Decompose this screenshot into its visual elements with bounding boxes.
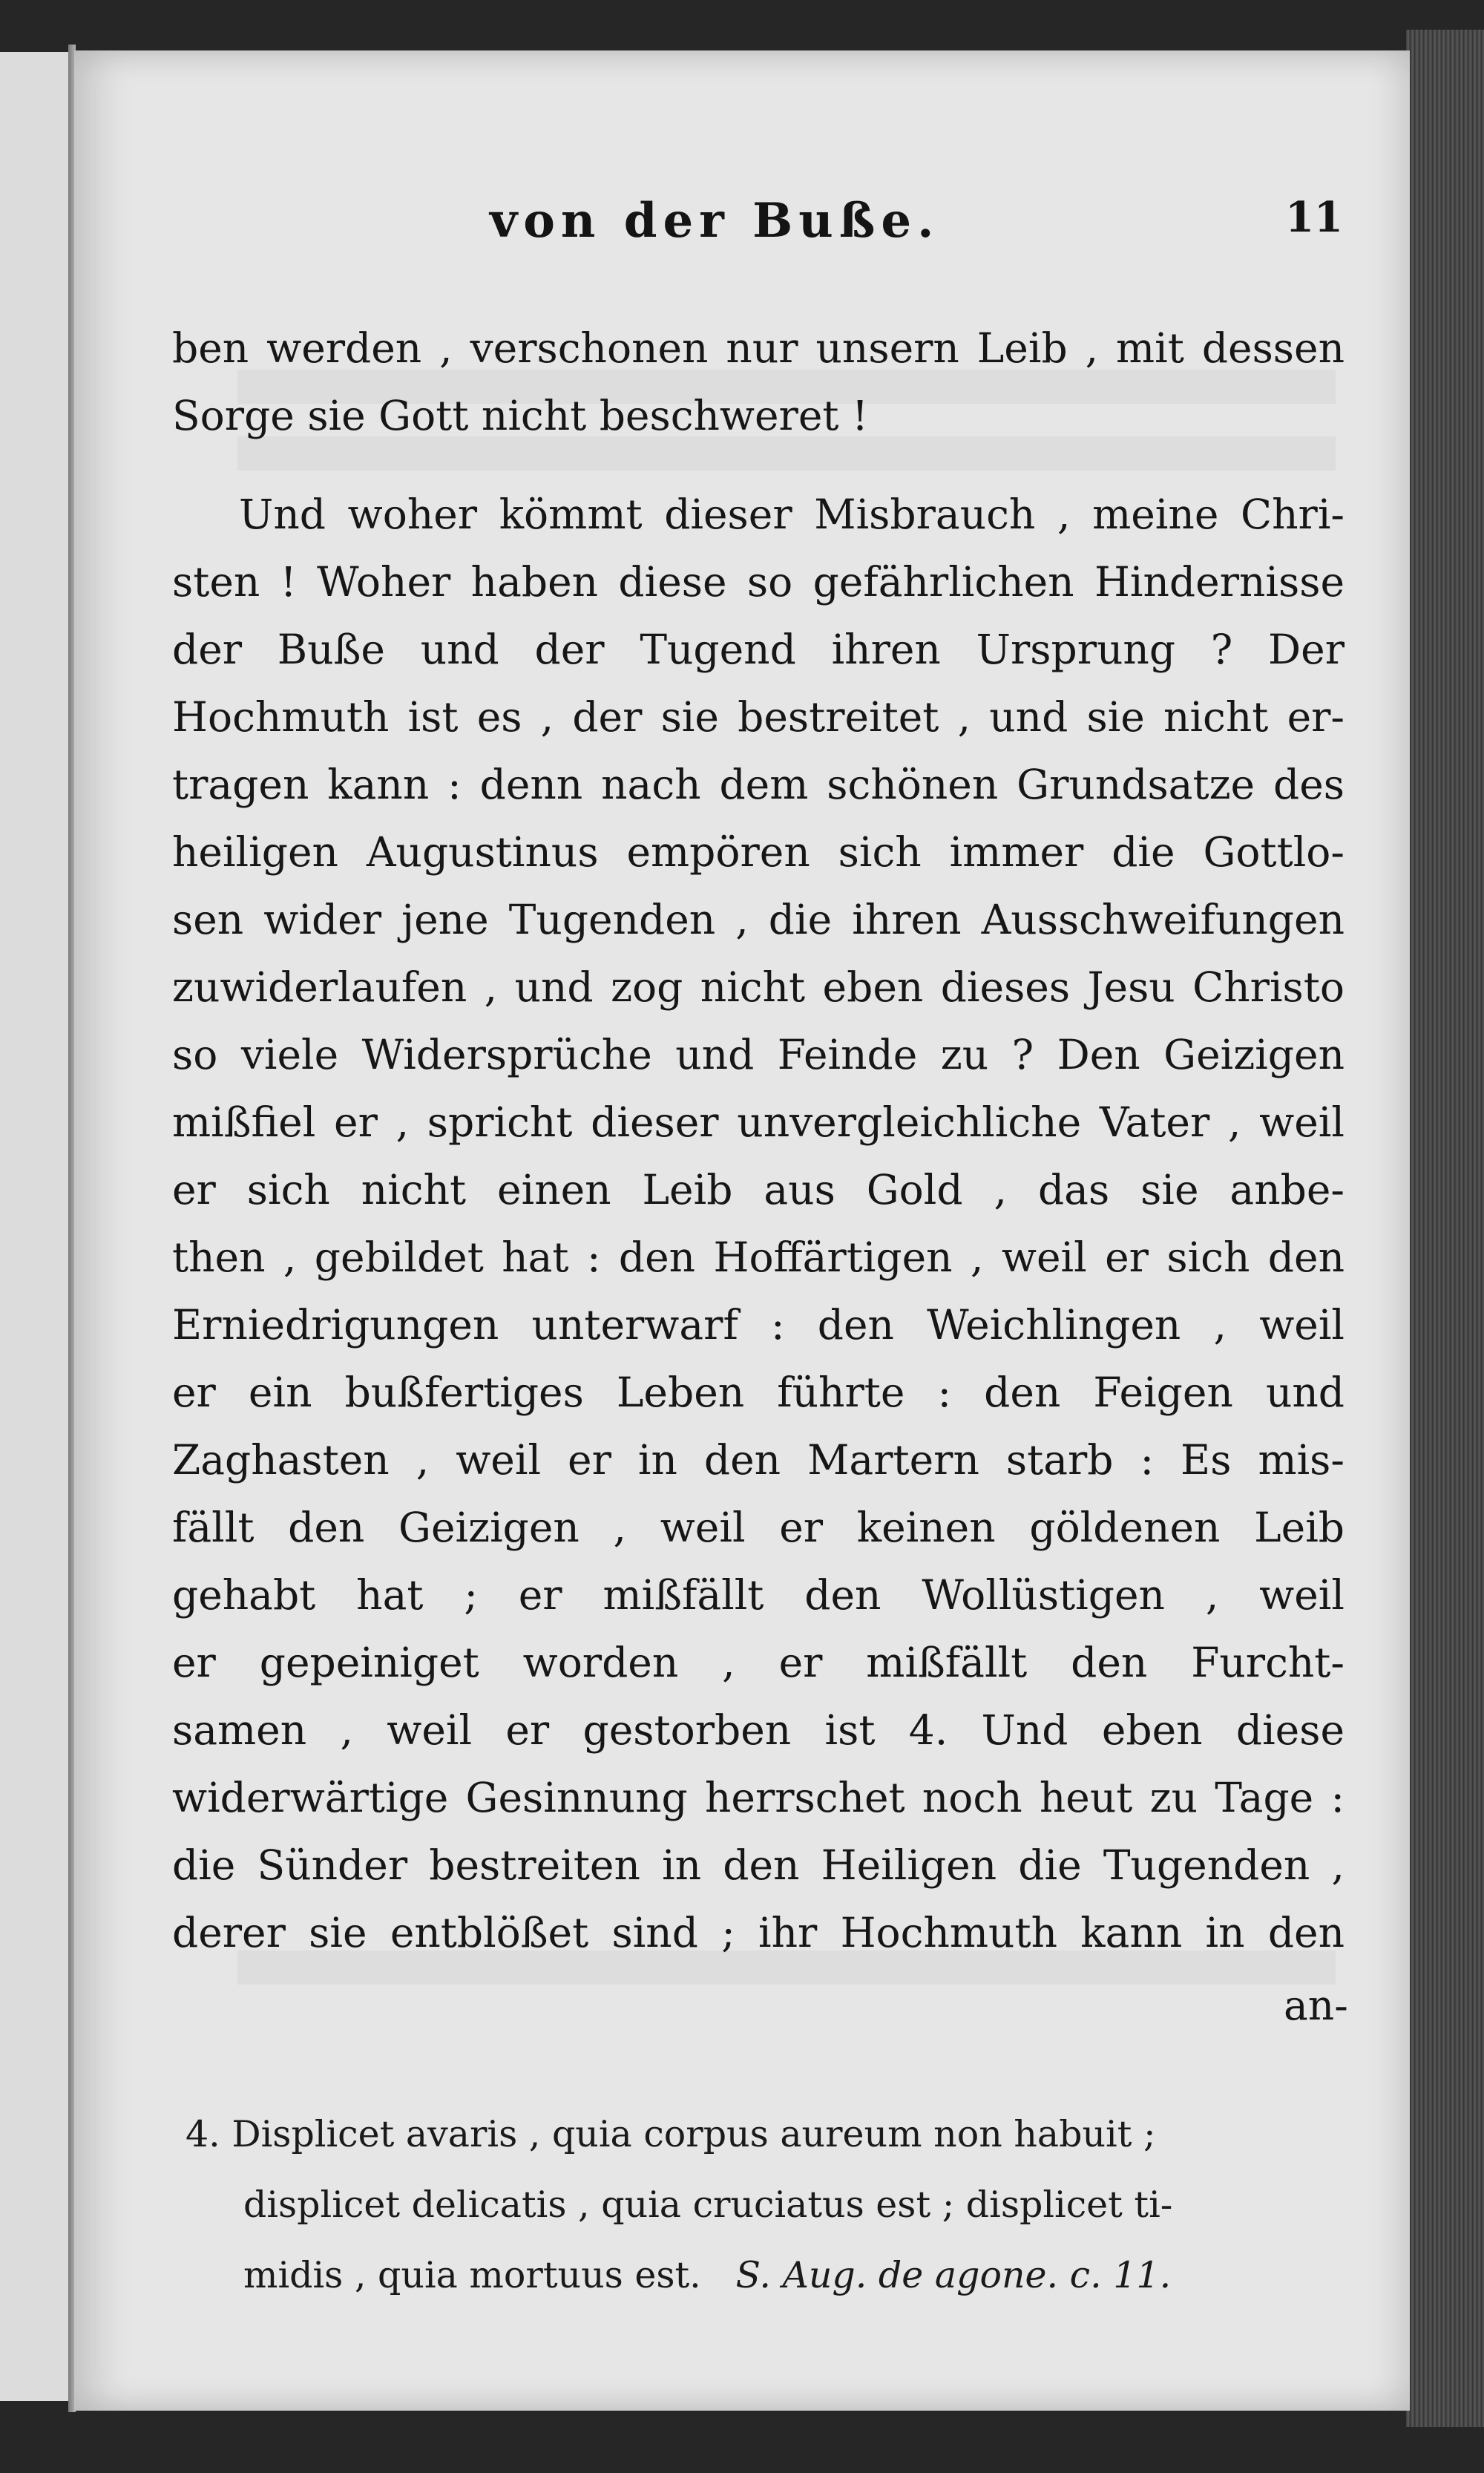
page-block-edges [1406, 30, 1484, 2427]
text-line: Zaghasten , weil er in den Martern starb : Es mis- [172, 1436, 1345, 1484]
facing-page-edge [0, 52, 68, 2401]
footnote-line: displicet delicatis , quia cruciatus est ; displicet ti- [243, 2184, 1173, 2226]
text-line: zuwiderlaufen , und zog nicht eben dieses Jesu Christo [172, 963, 1345, 1011]
footnote-reference: S. Aug. de agone. c. 11. [735, 2254, 1172, 2296]
text-line: Sorge sie Gott nicht beschweret ! [172, 392, 869, 439]
text-line: gehabt hat ; er mißfällt den Wollüstigen , weil [172, 1571, 1345, 1619]
text-line: fällt den Geizigen , weil er keinen göldenen Leib [172, 1504, 1345, 1551]
text-line: Und woher kömmt dieser Misbrauch , meine Chri- [239, 491, 1345, 538]
footnote [186, 2099, 1343, 2310]
text-line: then , gebildet hat : den Hoffärtigen , weil er sich den [172, 1234, 1345, 1281]
book-page [74, 50, 1410, 2411]
text-line: sen wider jene Tugenden , die ihren Ausschweifungen [172, 896, 1345, 943]
text-line: der Buße und der Tugend ihren Ursprung ? Der [172, 626, 1345, 673]
text-line: Hochmuth ist es , der sie bestreitet , und sie nicht er- [172, 693, 1345, 741]
footnote-text: Displicet avaris , quia corpus aureum non habuit ; [232, 2113, 1156, 2155]
page-number: 11 [1285, 193, 1343, 242]
paragraph-gap [172, 450, 1345, 481]
text-line: er sich nicht einen Leib aus Gold , das sie anbe- [172, 1166, 1345, 1213]
text-line: er gepeiniget worden , er mißfällt den Furcht- [172, 1639, 1345, 1686]
text-line: so viele Widersprüche und Feinde zu ? Den Geizigen [172, 1031, 1345, 1078]
text-line: sten ! Woher haben diese so gefährlichen Hindernisse [172, 558, 1345, 606]
text-line: die Sünder bestreiten in den Heiligen die Tugenden , [172, 1841, 1345, 1889]
text-line: er ein bußfertiges Leben führte : den Feigen und [172, 1369, 1345, 1416]
catchword: an- [1284, 1982, 1348, 2029]
text-line: mißfiel er , spricht dieser unvergleichliche Vater , weil [172, 1098, 1345, 1146]
footnote-marker: 4. [186, 2113, 220, 2155]
text-line: tragen kann : denn nach dem schönen Grundsatze des [172, 761, 1345, 808]
text-line: Erniedrigungen unterwarf : den Weichlingen , weil [172, 1301, 1345, 1349]
page-header [74, 193, 1410, 252]
footnote-line [186, 2240, 1343, 2310]
text-line: ben werden , verschonen nur unsern Leib , mit dessen [172, 324, 1345, 372]
text-line: samen , weil er gestorben ist 4. Und eben diese [172, 1706, 1345, 1754]
running-head: von der Buße. [490, 193, 940, 249]
text-line: widerwärtige Gesinnung herrschet noch heut zu Tage : [172, 1774, 1345, 1821]
text-line: derer sie entblößet sind ; ihr Hochmuth kann in den [172, 1909, 1345, 1956]
body-text [172, 315, 1345, 1967]
text-line: heiligen Augustinus empören sich immer die Gottlo- [172, 828, 1345, 876]
footnote-line [186, 2099, 1343, 2169]
footnote-text: midis , quia mortuus est. [243, 2254, 701, 2296]
